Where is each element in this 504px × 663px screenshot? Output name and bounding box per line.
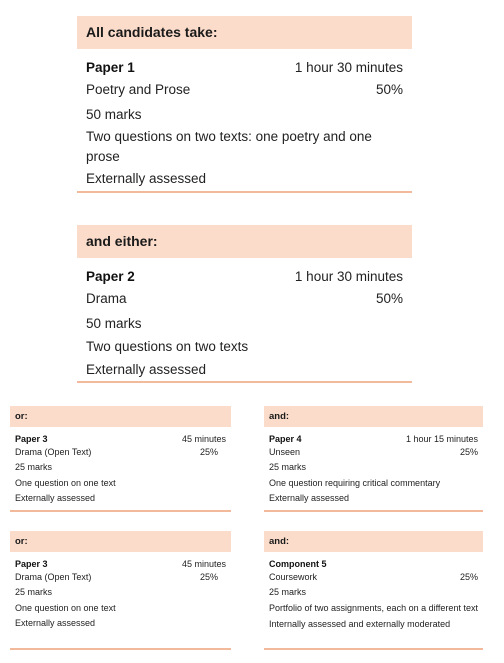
paper-2-box xyxy=(77,225,412,383)
paper-title: Paper 1 xyxy=(86,60,135,75)
section-header: and: xyxy=(264,531,483,552)
paper-subject: Coursework xyxy=(269,571,318,582)
paper-duration: 1 hour 30 minutes xyxy=(294,60,403,75)
paper-marks: 25 marks xyxy=(15,587,53,597)
paper-title: Paper 4 xyxy=(269,434,302,444)
paper-weight: 25% xyxy=(459,446,478,457)
section-header: and: xyxy=(264,406,483,427)
paper-description: Portfolio of two assignments, each on a different text xyxy=(269,602,478,613)
paper-description: Two questions on two texts: one poetry and one prose xyxy=(86,129,372,164)
paper-details xyxy=(10,427,231,507)
paper-weight: 50% xyxy=(375,82,403,97)
paper-3-alt-box xyxy=(10,531,231,650)
paper-marks: 50 marks xyxy=(86,107,142,122)
paper-duration: 1 hour 15 minutes xyxy=(405,434,478,444)
paper-weight: 50% xyxy=(375,291,403,306)
paper-subject: Drama (Open Text) xyxy=(15,446,92,457)
paper-marks: 25 marks xyxy=(269,587,307,597)
section-header: All candidates take: xyxy=(77,16,412,49)
paper-assessment: Externally assessed xyxy=(86,171,207,186)
paper-weight: 25% xyxy=(199,571,218,582)
paper-assessment: Externally assessed xyxy=(15,493,96,503)
section-header: and either: xyxy=(77,225,412,258)
paper-assessment: Externally assessed xyxy=(15,618,96,628)
paper-subject: Poetry and Prose xyxy=(86,82,191,97)
section-header: or: xyxy=(10,531,231,552)
paper-details xyxy=(264,552,483,633)
paper-subject: Drama xyxy=(86,291,127,306)
paper-description: One question on one text xyxy=(15,477,116,488)
paper-details xyxy=(10,552,231,632)
paper-weight: 25% xyxy=(199,446,218,457)
paper-duration: 45 minutes xyxy=(181,559,226,569)
paper-duration: 1 hour 30 minutes xyxy=(294,269,403,284)
paper-assessment: Internally assessed and externally moderated xyxy=(269,619,451,629)
paper-marks: 25 marks xyxy=(269,462,307,472)
paper-4-box xyxy=(264,406,483,512)
paper-title: Paper 3 xyxy=(15,434,48,444)
paper-marks: 50 marks xyxy=(86,316,142,331)
paper-title: Paper 2 xyxy=(86,269,135,284)
paper-duration: 45 minutes xyxy=(181,434,226,444)
section-header: or: xyxy=(10,406,231,427)
paper-subject: Unseen xyxy=(269,446,301,457)
paper-assessment: Externally assessed xyxy=(269,493,350,503)
component-5-box xyxy=(264,531,483,650)
paper-title: Component 5 xyxy=(269,559,327,569)
paper-subject: Drama (Open Text) xyxy=(15,571,92,582)
paper-description: One question requiring critical commentary xyxy=(269,477,441,488)
paper-assessment: Externally assessed xyxy=(86,362,207,377)
paper-3-box xyxy=(10,406,231,512)
paper-details xyxy=(264,427,483,507)
paper-description: Two questions on two texts xyxy=(86,339,249,354)
paper-details xyxy=(77,258,412,381)
paper-description: One question on one text xyxy=(15,602,116,613)
paper-marks: 25 marks xyxy=(15,462,53,472)
paper-1-box xyxy=(77,16,412,193)
paper-details xyxy=(77,49,412,190)
paper-title: Paper 3 xyxy=(15,559,48,569)
paper-weight: 25% xyxy=(459,571,478,582)
